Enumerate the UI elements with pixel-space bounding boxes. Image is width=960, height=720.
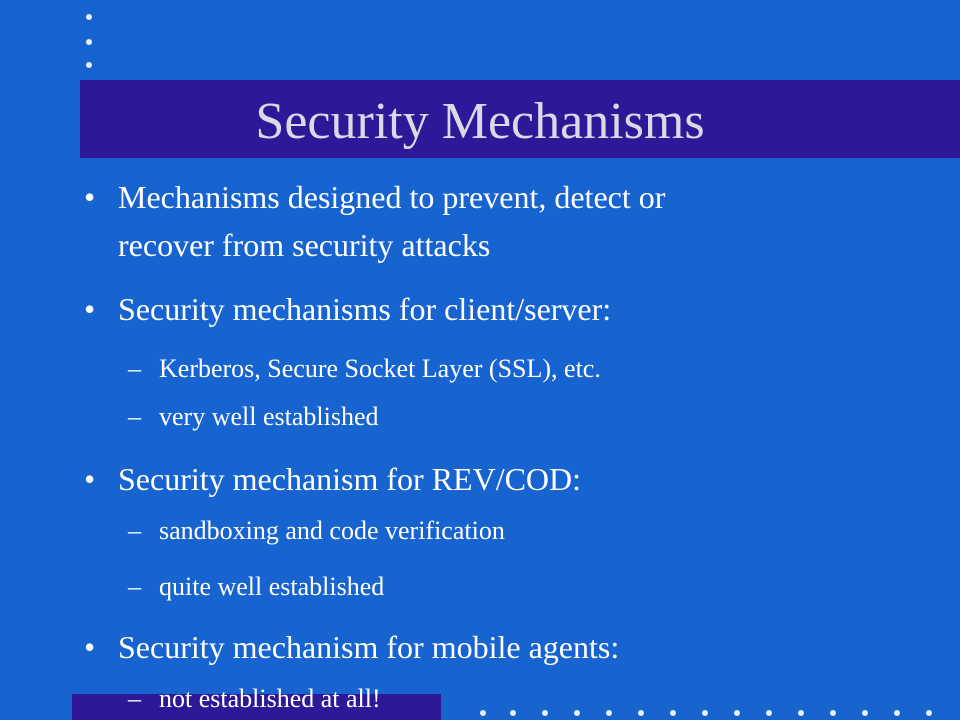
dash-marker: – <box>128 402 141 431</box>
dash-marker: – <box>128 354 141 383</box>
bullet-marker: • <box>84 179 96 215</box>
sub-bullet-text: very well established <box>159 402 379 431</box>
dash-marker: – <box>128 516 141 545</box>
bullet-text: Security mechanism for mobile agents: <box>118 629 620 665</box>
bullet-text: Security mechanisms for client/server: <box>118 291 612 327</box>
sub-bullet-text: not established at all! <box>159 684 381 713</box>
bullet-marker: • <box>84 629 96 665</box>
sub-bullet-text: quite well established <box>159 572 385 601</box>
slide-title: Security Mechanisms <box>255 93 705 150</box>
dash-marker: – <box>128 684 141 713</box>
sub-bullet-text: sandboxing and code verification <box>159 516 505 545</box>
dash-marker: – <box>128 572 141 601</box>
bullet-text: Mechanisms designed to prevent, detect or <box>118 179 666 215</box>
bullet-marker: • <box>84 291 96 327</box>
bullet-text: recover from security attacks <box>118 227 491 263</box>
bullet-marker: • <box>84 461 96 497</box>
bullet-text: Security mechanism for REV/COD: <box>118 461 582 497</box>
sub-bullet-text: Kerberos, Secure Socket Layer (SSL), etc. <box>159 354 601 383</box>
